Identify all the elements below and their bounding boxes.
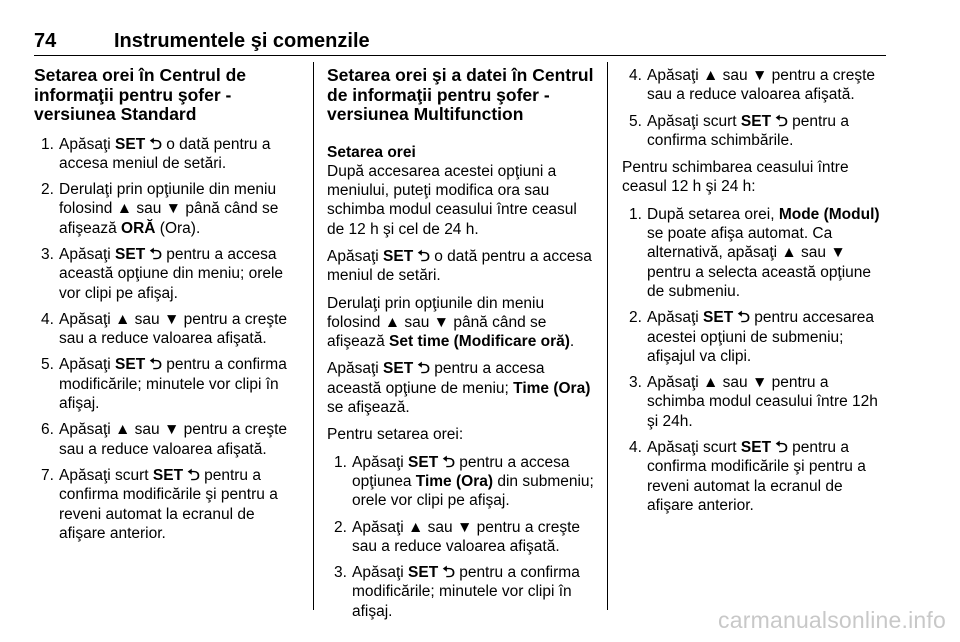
list-item xyxy=(34,245,300,303)
step-number: 1. xyxy=(41,135,54,153)
steps-list-standard xyxy=(34,135,300,544)
step-number: 4. xyxy=(41,310,54,328)
set-button-label: SET ⮌ xyxy=(740,439,788,457)
step-number: 2. xyxy=(334,518,347,536)
list-item xyxy=(622,66,886,105)
text-run: o dată pentru a accesa meniul de setări. xyxy=(59,135,271,172)
steps-list-set-time-continued xyxy=(622,66,886,150)
set-button-label: SET ⮌ xyxy=(383,247,430,265)
set-button-label: SET ⮌ xyxy=(115,245,162,263)
set-button-label: SET ⮌ xyxy=(703,309,750,327)
set-button-label: SET ⮌ xyxy=(740,112,788,130)
text-run: Apăsaţi xyxy=(647,309,704,327)
list-item xyxy=(34,310,300,349)
menu-option-label: Time (Ora) xyxy=(415,472,494,490)
paragraph-clock-mode-intro xyxy=(622,158,886,197)
text-run: pentru a accesa opţiunea xyxy=(352,453,570,490)
menu-option-label: ORĂ xyxy=(121,219,156,237)
text-run: Pentru setarea orei: xyxy=(327,426,464,444)
menu-option-label: Time (Ora) xyxy=(513,379,591,397)
step-number: 6. xyxy=(41,421,54,439)
text-run: Pentru schimbarea ceasului între ceasul 12 h şi 24 h: xyxy=(622,159,849,196)
step-number: 7. xyxy=(41,466,54,484)
column-right xyxy=(622,66,886,523)
header-divider xyxy=(34,55,886,56)
paragraph-group xyxy=(327,162,595,445)
text-run: se poate afişa automat. Ca alternativă, apăsaţi ▲ sau ▼ pentru a selecta această opţiune de submeniu. xyxy=(647,225,872,300)
set-button-label: SET ⮌ xyxy=(408,453,455,471)
paragraph xyxy=(327,162,595,239)
column-divider-2 xyxy=(607,62,608,610)
set-button-label: SET ⮌ xyxy=(383,360,430,378)
text-run: Apăsaţi xyxy=(59,245,116,263)
set-button-label: SET ⮌ xyxy=(408,564,455,582)
text-run: se afişează. xyxy=(327,399,410,417)
page-number: 74 xyxy=(34,30,57,52)
paragraph xyxy=(327,247,595,286)
step-number: 2. xyxy=(629,309,642,327)
step-number: 4. xyxy=(629,67,642,84)
step-number: 3. xyxy=(629,374,642,392)
step-number: 1. xyxy=(629,205,642,223)
text-run: Apăsaţi scurt xyxy=(647,439,741,457)
step-number: 4. xyxy=(629,439,642,457)
list-item xyxy=(34,466,300,543)
column-middle xyxy=(327,66,595,629)
text-run: . xyxy=(569,333,575,351)
text-run: pentru a accesa această opţiune de meniu; xyxy=(327,360,545,397)
list-item xyxy=(34,420,300,459)
text-run: Apăsaţi scurt xyxy=(647,112,741,130)
text-run: Apăsaţi xyxy=(59,356,116,374)
steps-list-set-time xyxy=(327,453,595,621)
text-run: Apăsaţi ▲ sau ▼ pentru a creşte sau a reduce valoarea afişată. xyxy=(59,421,287,458)
text-run: Apăsaţi xyxy=(352,453,409,471)
set-button-label: SET ⮌ xyxy=(115,356,162,374)
step-number: 2. xyxy=(41,181,54,199)
list-item xyxy=(622,205,886,301)
set-button-label: SET ⮌ xyxy=(115,135,162,153)
list-item xyxy=(622,308,886,366)
text-run: Apăsaţi scurt xyxy=(59,466,153,484)
list-item xyxy=(622,438,886,515)
text-run: Apăsaţi ▲ sau ▼ pentru a creşte sau a reduce valoarea afişată. xyxy=(352,518,580,555)
paragraph xyxy=(327,359,595,417)
text-run: o dată pentru a accesa meniul de setări. xyxy=(327,247,592,285)
paragraph xyxy=(327,425,595,444)
text-run: (Ora). xyxy=(155,219,201,237)
text-run: După setarea orei, xyxy=(647,205,779,223)
text-run: pentru a confirma modificările; minutele vor clipi în afişaj. xyxy=(352,564,580,620)
list-item xyxy=(327,563,595,621)
text-run: Derulaţi prin opţiunile din meniu folosind ▲ sau ▼ până când se afişează xyxy=(59,181,279,237)
list-item xyxy=(327,518,595,557)
step-number: 3. xyxy=(334,564,347,582)
section-heading-standard: Setarea orei în Centrul de informaţii pentru şofer - versiunea Standard xyxy=(34,65,247,124)
text-run: pentru a confirma modificările şi pentru a reveni automat la ecranul de afişare anterior. xyxy=(59,466,278,542)
text-run: După accesarea acestei opţiuni a meniului, puteţi modifica ora sau schimba modul ceasului între ceasul de 12 h şi cel de 24 h. xyxy=(327,162,577,238)
subheading-set-time: Setarea orei xyxy=(327,143,416,161)
text-run: din submeniu; orele vor clipi pe afişaj. xyxy=(352,472,594,510)
list-item xyxy=(34,135,300,174)
column-divider-1 xyxy=(313,62,314,610)
text-run: Apăsaţi xyxy=(59,135,116,153)
text-run: Apăsaţi ▲ sau ▼ pentru a creşte sau a reduce valoarea afişată. xyxy=(647,67,875,104)
text-run: Apăsaţi ▲ sau ▼ pentru a schimba modul ceasului între 12h şi 24h. xyxy=(647,374,878,430)
text-run: Apăsaţi xyxy=(327,360,384,378)
text-run: pentru a accesa această opţiune din meniu; orele vor clipi pe afişaj. xyxy=(59,245,284,302)
page-header xyxy=(34,30,886,54)
text-run: pentru a confirma modificările; minutele vor clipi în afişaj. xyxy=(59,356,287,413)
page-title: Instrumentele şi comenzile xyxy=(114,30,370,52)
text-run: Apăsaţi ▲ sau ▼ pentru a creşte sau a reduce valoarea afişată. xyxy=(59,310,287,348)
set-button-label: SET ⮌ xyxy=(152,466,200,484)
text-run: pentru a confirma schimbările. xyxy=(647,112,849,149)
step-number: 1. xyxy=(334,453,347,471)
text-run: Derulaţi prin opţiunile din meniu folosind ▲ sau ▼ până când se afişează xyxy=(327,294,547,351)
list-item xyxy=(327,453,595,511)
list-item xyxy=(622,112,886,151)
text-run: pentru a confirma modificările şi pentru a reveni automat la ecranul de afişare anterior. xyxy=(647,439,866,514)
text-run: Apăsaţi xyxy=(352,564,409,582)
step-number: 5. xyxy=(41,356,54,374)
list-item xyxy=(34,355,300,413)
section-heading-multifunction: Setarea orei şi a datei în Centrul de informaţii pentru şofer - versiunea Multifunction xyxy=(327,65,594,124)
watermark: carmanualsonline.info xyxy=(718,607,946,633)
text-run: Apăsaţi xyxy=(327,247,384,265)
column-left xyxy=(34,66,300,551)
menu-option-label: Set time (Modificare oră) xyxy=(389,333,570,351)
list-item xyxy=(622,373,886,431)
menu-option-label: Mode (Modul) xyxy=(778,205,880,223)
steps-list-clock-mode xyxy=(622,205,886,515)
step-number: 5. xyxy=(629,112,642,130)
step-number: 3. xyxy=(41,245,54,263)
text-run: pentru accesarea acestei opţiuni de submeniu; afişajul va clipi. xyxy=(647,309,874,365)
paragraph xyxy=(327,294,595,352)
list-item xyxy=(34,180,300,238)
